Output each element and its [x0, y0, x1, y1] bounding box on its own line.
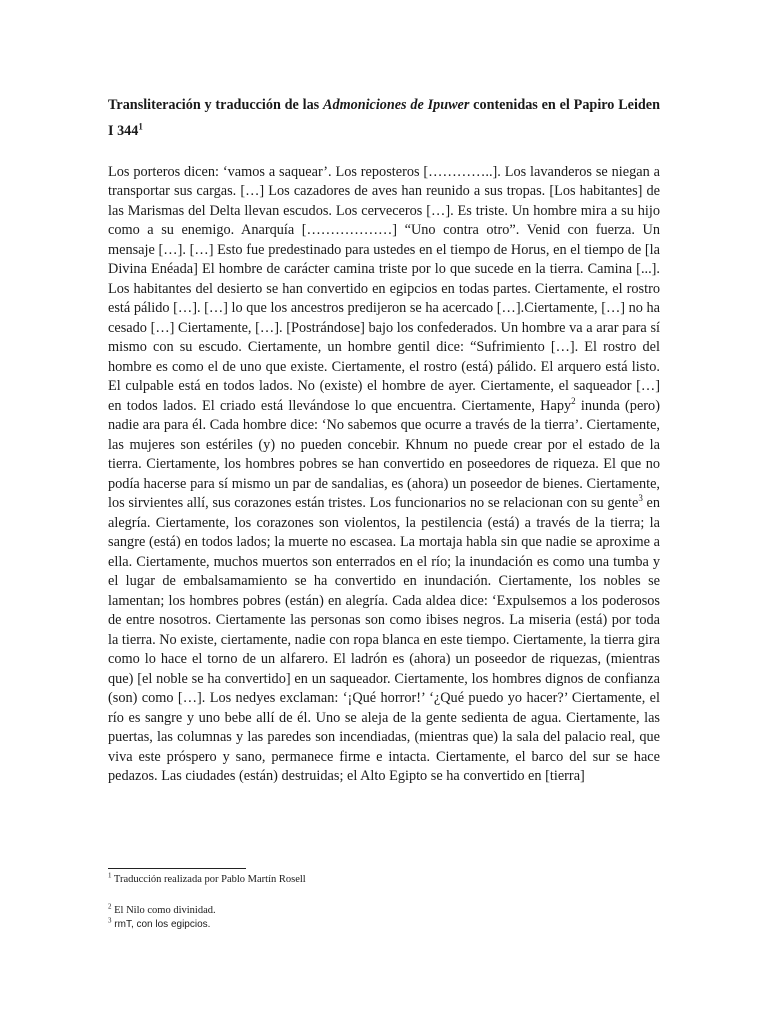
footnote-separator — [108, 868, 246, 869]
body-text-segment-2: inunda (pero) nadie ara para él. Cada hombre dice: ‘No sabemos que ocurre a través de la tierra’. Ciertamente, las mujeres son estériles (y) no pueden concebir. Khnum no puede crear por el estado de la tierra. Ciertamente, los hombres pobres se han convertido en poseedores de riqueza. El que no podía hacerse para sí mismo un par de sandalias, es (ahora) un poseedor de bienes. Ciertamente, los sirvientes allí, sus corazones están tristes. Los funcionarios no se relacionan con su gente — [108, 397, 660, 512]
footnote-3-text: rmT, con los egipcios. — [111, 919, 211, 930]
footnote-1-text: Traducción realizada por Pablo Martín Rosell — [111, 874, 306, 885]
footnote-3-mark: 3 — [108, 916, 112, 925]
title-footnote-mark[interactable]: 1 — [138, 121, 143, 132]
footnote-2-text: El Nilo como divinidad. — [111, 905, 216, 916]
document-title — [108, 92, 660, 144]
footnote-3 — [108, 918, 210, 931]
footnote-mark-3[interactable]: 3 — [638, 493, 643, 504]
footnote-2 — [108, 904, 216, 917]
body-paragraph — [108, 163, 660, 787]
title-text-end: contenidas en el Papiro Leiden I 344 — [108, 97, 660, 139]
footnote-1 — [108, 873, 306, 886]
footnote-2-mark: 2 — [108, 902, 112, 911]
title-text-start: Transliteración y traducción de las — [108, 97, 324, 113]
title-italic-work: Admoniciones de Ipuwer — [323, 97, 470, 113]
footnote-1-mark: 1 — [108, 871, 112, 880]
footnote-mark-2[interactable]: 2 — [571, 396, 576, 407]
body-text-segment-3: en alegría. Ciertamente, los corazones son violentos, la pestilencia (está) a través de la tierra; la sangre (está) en todos lados; la muerte no escasea. La mortaja habla sin que nadie se aproxime a ella. Ciertamente, muchos muertos son enterrados en el río; la inundación es como una tumba y el lugar de embalsamamiento se ha convertido en inundación. Ciertamente, los nobles se lamentan; los hombres pobres (están) en alegría. Cada aldea dice: ‘Expulsemos a los poderosos de entre nosotros. Ciertamente las personas son como ibises negros. La miseria (está) por toda la tierra. No existe, ciertamente, nadie con ropa blanca en este tiempo. Ciertamente, la tierra gira como lo hace el torno de un alfarero. El ladrón es (ahora) un poseedor de riquezas, (mientras que) [el noble se ha convertido] en un saqueador. Ciertamente, los hombres dignos de confianza (son) como […]. Los nedyes exclaman: ‘¡Qué horror!’ ‘¿Qué puedo yo hacer?’ Ciertamente, el río es sangre y uno bebe allí de él. Uno se aleja de la gente sedienta de agua. Ciertamente, las puertas, las columnas y las paredes son incendiadas, (mientras que) la sala del palacio real, que viva este próspero y sano, permanece firme e intacta. Ciertamente, el barco del sur se hace pedazos. Las ciudades (están) destruidas; el Alto Egipto se ha convertido en [tierra] — [108, 495, 660, 785]
body-text-segment-1: Los porteros dicen: ‘vamos a saquear’. Los reposteros […………..]. Los lavanderos se niegan a transportar sus cargas. […] Los cazadores de aves han reunido a sus tropas. [Los habitantes] de las Marismas del Delta llevan escudos. Los cerveceros […]. Es triste. Un hombre mira a su hijo como a su enemigo. Anarquía [………………] “Uno contra otro”. Venid con fuerza. Un mensaje […]. […] Esto fue predestinado para ustedes en el tiempo de Horus, en el tiempo de [la Divina Enéada] El hombre de carácter camina triste por lo que sucede en la tierra. Camina [...]. Los habitantes del desierto se han convertido en egipcios en todas partes. Ciertamente, el rostro está pálido […]. […] lo que los ancestros predijeron se ha acercado […].Ciertamente, […] no ha cesado […] Ciertamente, […]. [Postrándose] bajo los confederados. Un hombre va a arar para sí mismo con su escudo. Ciertamente, un hombre gentil dice: “Sufrimiento […]. El rostro del hombre es como el de uno que existe. Ciertamente, el rostro (está) pálido. El arquero está listo. El culpable está en todos lados. No (existe) el hombre de ayer. Ciertamente, el saqueador […] en todos lados. El criado está llevándose lo que encuentra. Ciertamente, Hapy — [108, 164, 660, 414]
